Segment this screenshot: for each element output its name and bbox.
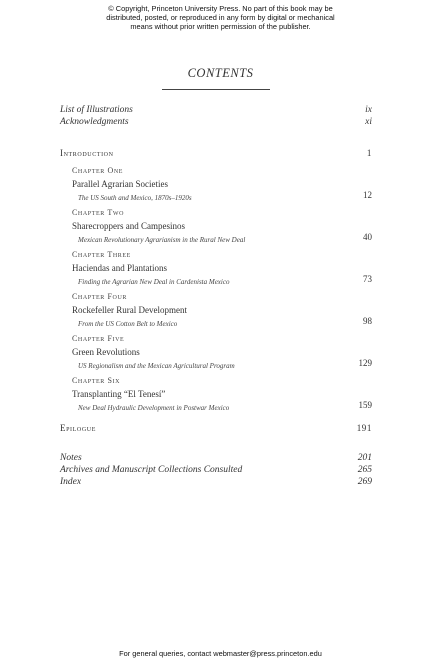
title-rule	[162, 89, 270, 90]
toc-entry-page: 191	[356, 423, 372, 433]
chapter-title: Haciendas and Plantations	[72, 263, 167, 273]
toc-chapter-four[interactable]	[72, 292, 372, 329]
toc-entry-label: Index	[60, 477, 82, 487]
toc-chapter-two[interactable]	[72, 208, 372, 245]
footer-contact: For general queries, contact webmaster@press.princeton.edu	[119, 649, 322, 658]
chapter-subtitle: Mexican Revolutionary Agrarianism in the Rural New Deal	[78, 236, 246, 244]
copyright-line: means without prior written permission of the publisher.	[130, 22, 311, 31]
chapter-subtitle: Finding the Agrarian New Deal in Cardenista Mexico	[78, 278, 230, 286]
chapter-title: Rockefeller Rural Development	[72, 305, 187, 315]
chapter-number: Chapter Five	[72, 334, 125, 343]
toc-entry-page: xi	[365, 117, 372, 127]
toc-entry-index[interactable]	[60, 476, 372, 488]
chapter-page: 129	[358, 358, 372, 368]
toc-entry-page: ix	[365, 105, 372, 115]
copyright-line: © Copyright, Princeton University Press. No part of this book may be	[108, 4, 333, 13]
chapter-subtitle: From the US Cotton Belt to Mexico	[78, 320, 178, 328]
toc-chapter-six[interactable]	[72, 376, 372, 413]
chapter-number: Chapter Three	[72, 250, 131, 259]
toc-entry-label: Introduction	[60, 148, 114, 158]
chapter-subtitle: New Deal Hydraulic Development in Postwar Mexico	[78, 404, 230, 412]
toc-entry-list-of-illustrations[interactable]	[60, 104, 372, 116]
toc-entry-introduction[interactable]	[60, 147, 372, 159]
chapter-subtitle: The US South and Mexico, 1870s–1920s	[78, 194, 192, 202]
chapter-page: 98	[363, 316, 372, 326]
chapter-page: 73	[363, 274, 372, 284]
toc-entry-label: Acknowledgments	[60, 117, 129, 127]
toc-entry-page: 1	[366, 148, 372, 158]
chapter-number: Chapter Four	[72, 292, 127, 301]
chapter-page: 12	[363, 190, 372, 200]
toc-entry-label: Notes	[60, 453, 82, 463]
toc-entry-acknowledgments[interactable]	[60, 116, 372, 128]
toc-entry-label: Archives and Manuscript Collections Consulted	[60, 465, 243, 475]
copyright-line: distributed, posted, or reproduced in any form by digital or mechanical	[106, 13, 335, 22]
chapter-page: 159	[358, 400, 372, 410]
chapter-number: Chapter Two	[72, 208, 125, 217]
toc-entry-page: 201	[357, 453, 372, 463]
toc-chapter-one[interactable]	[72, 166, 372, 203]
chapter-page: 40	[363, 232, 372, 242]
contents-title: CONTENTS	[187, 66, 254, 80]
toc-entry-label: List of Illustrations	[60, 105, 133, 115]
chapter-number: Chapter Six	[72, 376, 121, 385]
toc-entry-page: 265	[357, 465, 372, 475]
toc-entry-label: Epilogue	[60, 423, 96, 433]
toc-chapter-five[interactable]	[72, 334, 372, 371]
chapter-number: Chapter One	[72, 166, 124, 175]
toc-entry-archives[interactable]	[60, 464, 372, 476]
chapter-title: Green Revolutions	[72, 347, 140, 357]
toc-entry-notes[interactable]	[60, 452, 372, 464]
toc-chapter-three[interactable]	[72, 250, 372, 287]
chapter-title: Transplanting “El Tenesí”	[72, 389, 166, 399]
toc-entry-page: 269	[357, 477, 372, 487]
toc-entry-epilogue[interactable]	[60, 422, 372, 434]
chapter-subtitle: US Regionalism and the Mexican Agricultural Program	[78, 362, 235, 370]
chapter-title: Sharecroppers and Campesinos	[72, 221, 185, 231]
chapter-title: Parallel Agrarian Societies	[72, 179, 168, 189]
copyright-notice	[0, 4, 441, 31]
